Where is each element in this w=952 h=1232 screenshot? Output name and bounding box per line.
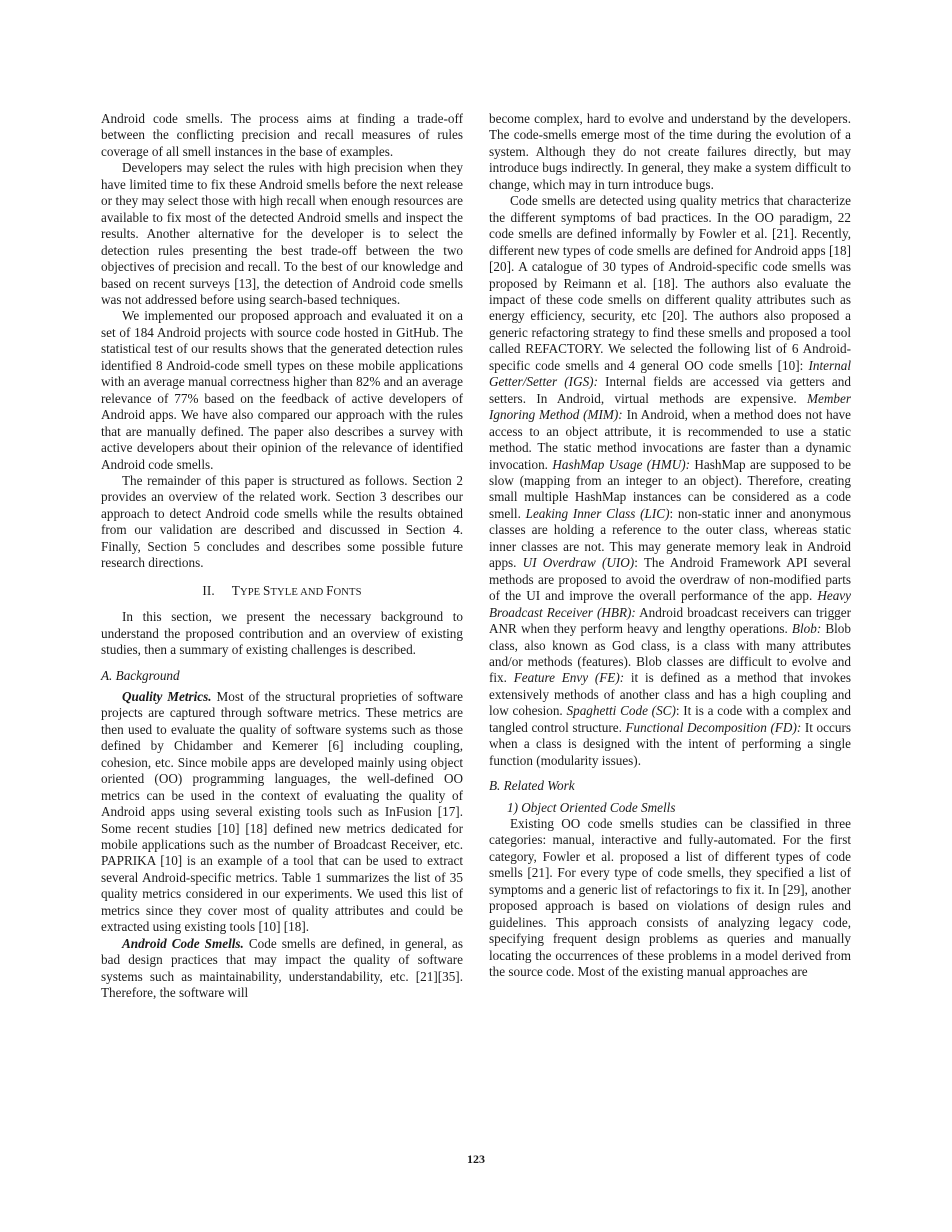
paragraph: become complex, hard to evolve and understand by the developers. The code-smells emerge most of the time during the evolution of a system. Although they do not create failures directly, but may introduce bugs indirectly. In general, they make a system difficult to change, which may in turn introduce bugs. [489, 111, 851, 192]
paragraph: Code smells are detected using quality metrics that characterize the different symptoms of bad practices. In the OO paradigm, 22 code smells are defined informally by Fowler et al. [21]. Recently, different new types of code smells are defined for Android apps [18] [20]. A catalogue of 30 types of Android-specific code smells was proposed by Reimann et al. [18]. The authors also evaluate the impact of these code smells on different quality attributes such as energy efficiency, security, etc [20]. The authors also proposed a generic refactoring strategy to find these smells and proposed a tool called REFACTORY. We selected the following list of 6 Android-specific code smells and 4 general OO code smells [10]: Internal Getter/Setter (IGS): Internal fields are accessed via getters and setters. In Android, virtual methods are expensive. Member Ignoring Method (MIM): In Android, when a method does not have access to an object attribute, it is recommended to use a static method. The static method invocations are faster than a dynamic invocation. HashMap Usage (HMU): HashMap are supposed to be slow (mapping from an integer to an object). Therefore, creating small multiple HashMap instances can be considered as a code smell. Leaking Inner Class (LIC): non-static inner and anonymous classes are holding a reference to the outer class, whereas static inner classes are not. This may generate memory leak in Android apps. UI Overdraw (UIO): The Android Framework API several methods are proposed to avoid the overdraw of non-modified parts of the UI and improve the overall performance of the app. Heavy Broadcast Receiver (HBR): Android broadcast receivers can trigger ANR when they perform heavy and lengthy operations. Blob: Blob class, also known as God class, is a class with many attributes and/or methods (features). Blob classes are difficult to evolve and fix. Feature Envy (FE): it is defined as a method that invokes extensively methods of another class and has a high coupling and low cohesion. Spaghetti Code (SC): It is a code with a complex and tangled control structure. Functional Decomposition (FD): It occurs when a class is designed with the intent of performing a single function (modularity issues). [489, 193, 852, 768]
paragraph: The remainder of this paper is structured as follows. Section 2 provides an overview of the related work. Section 3 describes our approach to detect Android code smells while the results obtained from our validation are described and discussed in Section 4. Finally, Section 5 concludes and describes some possible future research directions. [101, 472, 463, 571]
subsection-heading: B. Related Work [489, 778, 575, 794]
run-in-heading: Android Code Smells. [122, 935, 244, 951]
paragraph: Existing OO code smells studies can be classified in three categories: manual, interactive and fully-automated. For the first category, Fowler et al. proposed a list of different types of code smells [21]. For every type of code smells, they specified a list of symptoms and a generic list of refactorings to fix it. In [29], another proposed approach is based on violations of design rules and guidelines. This approach consists of analyzing legacy code, specifying frequent design problems as queries and manually locating the occurrences of these problems in a model derived from the source code. Most of the existing manual approaches are [489, 816, 851, 980]
right-column [489, 111, 851, 981]
paragraph: Quality Metrics. Most of the structural proprieties of software projects are captured through software metrics. These metrics are then used to evaluate the quality of software systems such as those defined by Chidamber and Kemerer [6] including coupling, cohesion, etc. Since mobile apps are developed mainly using object oriented (OO) programming languages, the well-defined OO metrics can be used in the context of evaluating the quality of Android apps using several existing tools such as InFusion [17]. Some recent studies [10] [18] defined new metrics dedicated for mobile applications such as the number of Broadcast Receiver, etc. PAPRIKA [10] is an example of a tool that can be used to extract several Android-specific metrics. Table 1 summarizes the list of 35 quality metrics considered in our experiments. We used this list of metrics since they cover most of quality attributes and could be extracted using existing tools [10] [18]. [101, 688, 464, 935]
paragraph: Android code smells. The process aims at finding a trade-off between the conflicting precision and recall measures of rules coverage of all smell instances in the base of examples. [101, 111, 463, 159]
paragraph: Developers may select the rules with high precision when they have limited time to fix these Android smells before the next release or they may select those with high recall when enough resources are available to fix most of the detected Android smells and inspect the results. Another alternative for the developer is to select the detection rules presenting the best trade-off between the two objectives of precision and recall. To the best of our knowledge and based on recent surveys [13], the detection of Android code smells was not addressed before using search-based techniques. [101, 160, 463, 307]
page-number: 123 [467, 1152, 485, 1166]
subsection-heading: A. Background [101, 667, 180, 683]
paragraph: Android Code Smells. Code smells are defined, in general, as bad design practices that may impact the quality of software systems such as maintainability, understandability, etc. [21][35]. Therefore, the software will [101, 935, 463, 1001]
paragraph: In this section, we present the necessary background to understand the proposed contribution and an overview of existing studies, then a summary of existing challenges is described. [101, 609, 463, 658]
run-in-heading: Quality Metrics. [122, 688, 212, 704]
paragraph: We implemented our proposed approach and evaluated it on a set of 184 Android projects with source code hosted in GitHub. The statistical test of our results shows that the generated detection rules identified 8 Android-code smell types on these mobile applications with an average manual correctness higher than 82% and an average relevance of 77% based on the feedback of active developers of Android apps. We have also compared our approach with the rules that are manually defined. The paper also describes a survey with active developers about their opinion of the relevance of identified Android code smells. [101, 308, 463, 472]
section-number: II. [202, 582, 215, 598]
section-heading: II. TYPE STYLE AND FONTS [202, 582, 362, 598]
subsubsection-heading: 1) Object Oriented Code Smells [507, 799, 676, 815]
left-column [101, 111, 463, 1002]
